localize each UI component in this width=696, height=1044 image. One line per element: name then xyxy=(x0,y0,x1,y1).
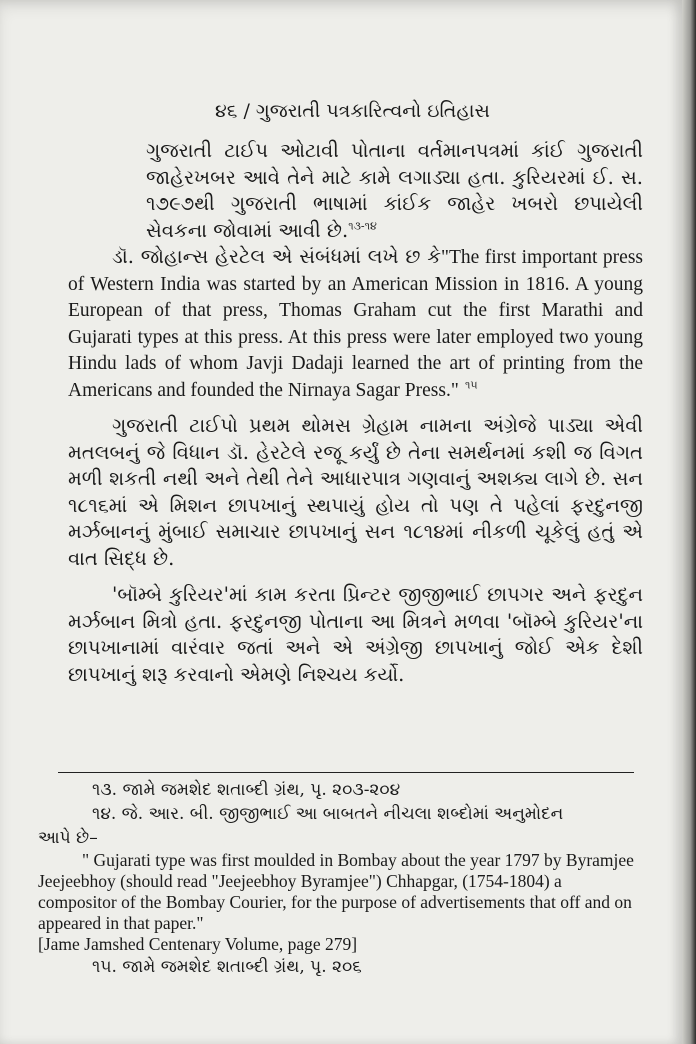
paragraph-continuation: ગુજરાતી ટાઈપ ઓટાવી પોતાના વર્તમાનપત્રમાં કાંઈ ગુજરાતી જાહેરખબર આવે તેને માટે કામે લગાડ્યા હતા. કુરિયરમાં ઈ. સ. ૧૭૯૭થી ગુજરાતી ભાષામાં કાંઈક જાહેર ખબરો છપાયેલી સેવકના જોવામાં આવી છે.$^{૧૩-૧૪}$ xyxy=(146,139,643,242)
header-separator: / xyxy=(243,100,250,122)
footnote-15: ૧૫. જામે જમશેદ શતાબ્દી ગ્રંથ, પૃ. ૨૦૬ xyxy=(92,957,362,977)
paragraph-graham: ગુજરાતી ટાઈપો પ્રથમ થોમસ ગ્રેહામ નામના અંગ્રેજે પાડ્યા એવી મતલબનું જે વિધાન ડૉ. હેરટેલે રજૂ કર્યું છે તેના સમર્થનમાં કશી જ વિગત મળી શકતી નથી અને તેથી તેને આધારપાત્ર ગણવાનું અશક્ય લાગે છે. સન ૧૮૧૬માં એ મિશન છાપખાનું સ્થપાયું હોય તો પણ તે પહેલાં ફરદુનજી મર્ઝબાનનું મુંબાઈ સમાચાર છાપખાનું સન ૧૮૧૪માં નીકળી ચૂકેલું હતું એ વાત સિદ્ધ છે. xyxy=(68,414,643,570)
footnotes xyxy=(38,778,638,979)
page-number: ૪૬ xyxy=(215,100,238,122)
page-edge-shadow xyxy=(682,0,696,1044)
footnote-14-source: [Jame Jamshed Centenary Volume, page 279] xyxy=(38,934,358,954)
body-text xyxy=(68,138,643,688)
book-title: ગુજરાતી પત્રકારિત્વનો ઇતિહાસ xyxy=(255,100,490,122)
footnote-14-continuation: આપે છે– xyxy=(38,828,98,848)
paragraph-courier: 'બૉમ્બે કુરિયર'માં કામ કરતા પ્રિન્ટર જીજીભાઈ છાપગર અને ફરદુન મર્ઝબાન મિત્રો હતા. ફરદુનજી પોતાના આ મિત્રને મળવા 'બૉમ્બે કુરિયર'ના છાપખાનામાં વારંવાર જતાં અને એ અંગ્રેજી છાપખાનું જોઈ એક દેશી છાપખાનું શરૂ કરવાનો એમણે નિશ્ચય કર્યો. xyxy=(68,583,643,686)
running-header xyxy=(215,100,575,122)
footnote-divider xyxy=(58,772,634,773)
footnote-ref: ૧૫ xyxy=(465,378,478,391)
paragraph-hertel xyxy=(68,244,643,403)
hertel-quote: "The first important press of Western India was started by an American Mission in 1816. A young European of that press, Thomas Graham cut the first Marathi and Gujarati types at this press. At this press were later employed two young Hindu lads of whom Javji Dadaji learned the art of printing from the Americans and founded the Nirnaya Sagar Press." xyxy=(68,247,643,401)
hertel-intro: ડૉ. જોહાન્સ હેરટેલ એ સંબંધમાં લખે છ કે xyxy=(112,245,441,268)
footnote-ref: ૧૩-૧૪ xyxy=(348,219,377,232)
footnote-14-quote: " Gujarati type was first moulded in Bombay about the year 1797 by Byramjee Jeejeebhoy (should read "Jeejeebhoy Byramjee") Chhapgar, (1754-1804) a compositor of the Bombay Courier, for the purpose of advertisements that off and on appeared in that paper." xyxy=(38,850,634,933)
footnote-13: ૧૩. જામે જમશેદ શતાબ્દી ગ્રંથ, પૃ. ૨૦૩-૨૦૪ xyxy=(92,780,401,800)
footnote-14: ૧૪. જે. આર. બી. જીજીભાઈ આ બાબતને નીચલા શબ્દોમાં અનુમોદન xyxy=(92,804,564,824)
